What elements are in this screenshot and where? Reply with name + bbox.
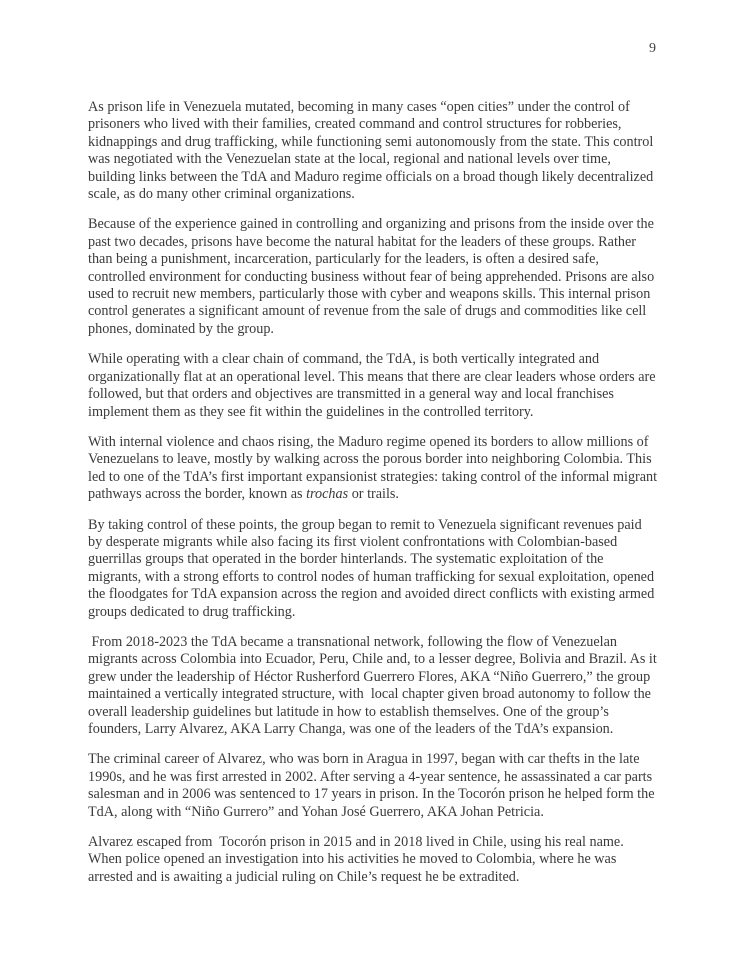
paragraph (88, 433, 661, 504)
paragraph-text: Because of the experience gained in controlling and organizing and prisons from the inside over the past two decades, prisons have become the natural habitat for the leaders of these groups. Rather than being a punishment, incarceration, particularly for the leaders, is often a desired safe, controlled environment for conducting business without fear of being apprehended. Prisons are also used to recruit new members, particularly those with cyber and weapons skills. This internal prison control generates a significant amount of revenue from the sale of drugs and commodities like cell phones, dominated by the group. (88, 216, 658, 337)
paragraph-text: As prison life in Venezuela mutated, becoming in many cases “open cities” under the control of prisoners who lived with their families, created command and control structures for robberies, kidnappings and drug trafficking, while functioning semi autonomously from the state. This control was negotiated with the Venezuelan state at the local, regional and national levels over time, building links between the TdA and Maduro regime officials on a broad though likely decentralized scale, as do many other criminal organizations. (88, 99, 657, 203)
paragraph-text: With internal violence and chaos rising, the Maduro regime opened its borders to allow millions of Venezuelans to leave, mostly by walking across the porous border into neighboring Colombia. This led to one of the TdA’s first important expansionist strategies: taking control of the informal migrant pathways across the border, known as (88, 433, 661, 503)
paragraph-text: By taking control of these points, the group began to remit to Venezuela significant revenues paid by desperate migrants while also facing its first violent confrontations with Colombian-based guerrillas groups that operated in the border hinterlands. The systematic exploitation of the migrants, with a strong efforts to control nodes of human trafficking for sexual exploitation, opened the floodgates for TdA expansion across the region and avoided direct conflicts with existing armed groups dedicated to drug trafficking. (88, 516, 658, 620)
paragraph (88, 633, 661, 738)
paragraph (88, 517, 658, 621)
paragraph (88, 99, 658, 203)
paragraph (88, 751, 658, 821)
paragraph (88, 216, 658, 338)
paragraph (88, 834, 658, 886)
paragraph-text: Alvarez escaped from Tocorón prison in 2015 and in 2018 lived in Chile, using his real name. When police opened an investigation into his activities he moved to Colombia, where he was arrested and is awaiting a judicial ruling on Chile’s request he be extradited. (88, 834, 628, 885)
paragraph-text: or trails. (348, 486, 399, 503)
paragraph-text: While operating with a clear chain of command, the TdA, is both vertically integrated and organizationally flat at an operational level. This means that there are clear leaders whose orders are followed, but that orders and objectives are transmitted in a general way and local franchises implement them as they see fit within the guidelines in the controlled territory. (88, 351, 660, 420)
document-body (88, 99, 661, 899)
paragraph-text: The criminal career of Alvarez, who was born in Aragua in 1997, began with car thefts in the late 1990s, and he was first arrested in 2002. After serving a 4-year sentence, he assassinated a car parts salesman and in 2006 was sentenced to 17 years in prison. In the Tocorón prison he helped form the TdA, along with “Niño Gurrero” and Yohan José Guerrero, AKA Johan Petricia. (88, 751, 658, 820)
paragraph-text: From 2018-2023 the TdA became a transnational network, following the flow of Venezuelan migrants across Colombia into Ecuador, Peru, Chile and, to a lesser degree, Bolivia and Brazil. As it grew under the leadership of Héctor Rusherford Guerrero Flores, AKA “Niño Guerrero,” the group maintained a vertically integrated structure, with local chapter given broad autonomy to follow the overall leadership guidelines but latitude in how to establish themselves. One of the group’s founders, Larry Alvarez, AKA Larry Changa, was one of the leaders of the TdA’s expansion. (88, 633, 661, 737)
italic-term: trochas (306, 486, 349, 503)
page-number: 9 (649, 41, 656, 56)
paragraph (88, 351, 658, 421)
